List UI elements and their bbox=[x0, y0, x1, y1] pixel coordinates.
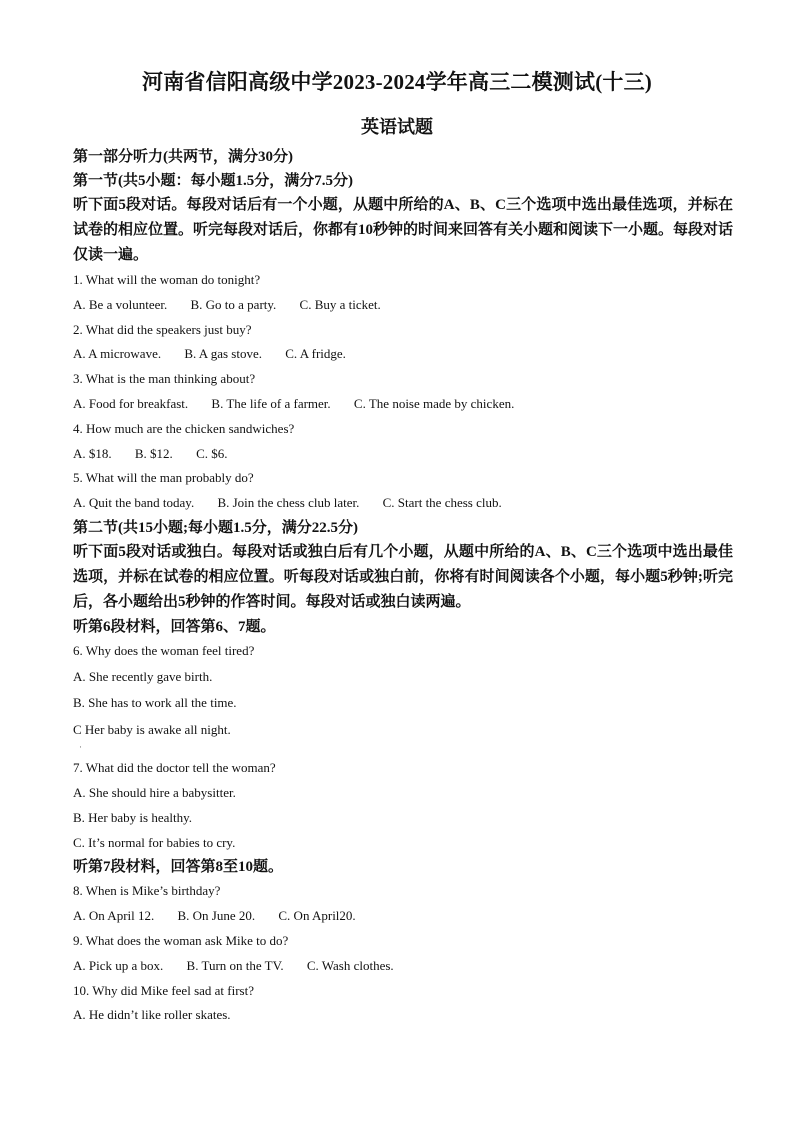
section1-heading: 第一节(共5小题：每小题1.5分，满分7.5分) bbox=[73, 173, 353, 189]
section1-instructions: 听下面5段对话。每段对话后有一个小题，从题中所给的A、B、C三个选项中选出最佳选项，并标在试卷的相应位置。听完每段对话后，你都有10秒钟的时间来回答有关小题和阅读下一小题。每段对话仅读一遍。 bbox=[73, 197, 734, 263]
material6-heading: 听第6段材料，回答第6、7题。 bbox=[73, 618, 276, 635]
question-1: 1. What will the woman do tonight? bbox=[73, 272, 261, 287]
option-a: A. Quit the band today. bbox=[73, 495, 195, 511]
section2-heading: 第二节(共15小题;每小题1.5分，满分22.5分) bbox=[73, 519, 358, 536]
option-c: C. Wash clothes. bbox=[306, 957, 394, 973]
page-title: 河南省信阳高级中学2023-2024学年高三二模测试(十三) bbox=[142, 70, 652, 94]
option-a: A. Pick up a box. bbox=[73, 957, 164, 973]
question-3-options bbox=[73, 392, 733, 417]
question-2-options bbox=[73, 342, 733, 367]
page-subtitle: 英语试题 bbox=[361, 117, 433, 137]
question-8-options bbox=[73, 904, 733, 929]
question-7-option-b: B. Her baby is healthy. bbox=[73, 809, 193, 825]
question-7-option-a: A. She should hire a babysitter. bbox=[73, 785, 236, 801]
option-b: B. Turn on the TV. bbox=[186, 957, 284, 973]
question-4-options bbox=[73, 442, 733, 467]
question-9: 9. What does the woman ask Mike to do? bbox=[73, 933, 289, 949]
option-b: B. $12. bbox=[134, 445, 173, 461]
question-5-options bbox=[73, 491, 733, 516]
option-a: A. $18. bbox=[73, 445, 112, 461]
question-9-options bbox=[73, 954, 733, 979]
exam-content bbox=[73, 145, 733, 1028]
option-a: A. Be a volunteer. bbox=[73, 296, 168, 312]
stray-mark: · bbox=[79, 742, 82, 753]
section2-instructions: 听下面5段对话或独白。每段对话或独白后有几个小题，从题中所给的A、B、C三个选项中选出最佳选项，并标在试卷的相应位置。听每段对话或独白前，你将有时间阅读各个小题，每小题5秒钟;听完后，各小题给出5秒钟的作答时间。每段对话或独白读两遍。 bbox=[73, 543, 733, 610]
question-6: 6. Why does the woman feel tired? bbox=[73, 642, 255, 658]
option-b: B. Go to a party. bbox=[190, 296, 277, 312]
question-7: 7. What did the doctor tell the woman? bbox=[73, 760, 276, 776]
option-b: B. Join the chess club later. bbox=[217, 495, 360, 511]
question-10: 10. Why did Mike feel sad at first? bbox=[73, 982, 254, 998]
question-8: 8. When is Mike’s birthday? bbox=[73, 883, 221, 899]
option-c: C. Start the chess club. bbox=[382, 495, 502, 511]
question-5: 5. What will the man probably do? bbox=[73, 470, 254, 486]
option-b: B. The life of a farmer. bbox=[211, 395, 331, 411]
question-6-option-a: A. She recently gave birth. bbox=[73, 668, 213, 684]
question-3: 3. What is the man thinking about? bbox=[73, 371, 256, 387]
question-6-option-b: B. She has to work all the time. bbox=[73, 695, 237, 711]
question-6-option-c: C Her baby is awake all night. bbox=[73, 721, 231, 737]
question-1-options bbox=[73, 293, 733, 318]
question-2: 2. What did the speakers just buy? bbox=[73, 321, 252, 337]
option-a: A. A microwave. bbox=[73, 346, 162, 362]
option-c: C. Buy a ticket. bbox=[299, 296, 381, 312]
option-a: A. On April 12. bbox=[73, 908, 155, 924]
question-7-option-c: C. It’s normal for babies to cry. bbox=[73, 834, 236, 850]
option-b: B. A gas stove. bbox=[184, 346, 262, 362]
option-c: C. On April20. bbox=[278, 908, 356, 924]
part1-heading: 第一部分听力(共两节，满分30分) bbox=[73, 149, 293, 165]
question-10-option-a: A. He didn’t like roller skates. bbox=[73, 1007, 231, 1023]
option-b: B. On June 20. bbox=[177, 908, 256, 924]
question-4: 4. How much are the chicken sandwiches? bbox=[73, 420, 295, 436]
option-c: C. $6. bbox=[196, 445, 228, 461]
option-c: C. The noise made by chicken. bbox=[353, 395, 515, 411]
option-c: C. A fridge. bbox=[285, 346, 346, 362]
material7-heading: 听第7段材料，回答第8至10题。 bbox=[73, 859, 284, 876]
option-a: A. Food for breakfast. bbox=[73, 395, 189, 411]
